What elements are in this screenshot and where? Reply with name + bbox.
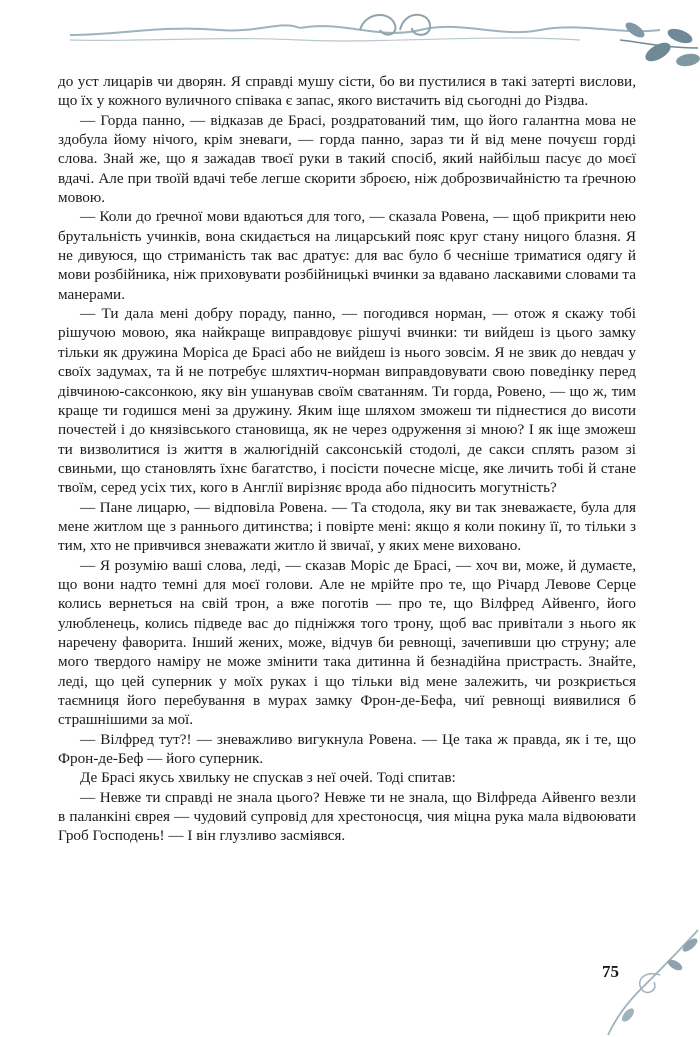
paragraph: — Пане лицарю, — відповіла Ровена. — Та стодола, яку ви так зневажаєте, була для мене житлом ще з раннього дитинства; і повірте мені: якщо я коли покину її, то тільки з тим, хто не привчився зневажати житло й звичаї, у яких мене виховано. <box>58 498 636 555</box>
paragraph: — Горда панно, — відказав де Брасі, роздратований тим, що його галантна мова не здобула йому нічого, крім зневаги, — горда панно, зараз ти й від мене почуєш горді слова. Знай же, що я зажадав твоєї руки в такий спосіб, який найбільш пасує до моєї вдачі. Але при твоїй вдачі тебе легше скорити зброєю, ніж доброзвичайністю та ґречною мовою. <box>58 111 636 207</box>
top-vine-ornament <box>60 0 700 70</box>
paragraph: до уст лицарів чи дворян. Я справді мушу сісти, бо ви пустилися в такі затерті вислови, що їх у кожного вуличного співака є запас, якого вистачить від сьогодні до Різдва. <box>58 73 636 110</box>
chapter-text <box>58 72 636 846</box>
paragraph: — Коли до ґречної мови вдаються для того, — сказала Ровена, — щоб прикрити нею брутальність учинків, вона скидається на лицарський пояс круг стану ницого блазня. Я не дивуюся, що стриманість так вас дратує: для вас було б чесніше триматися одягу й мови розбійника, ніж приховувати розбійницькі вчинки за вдавано ласкавими словами та манерами. <box>58 208 636 303</box>
paragraph: — Вілфред тут?! — зневажливо вигукнула Ровена. — Це така ж правда, як і те, що Фрон-де-Беф — його суперник. <box>58 730 636 768</box>
paragraph: — Невже ти справді не знала цього? Невже ти не знала, що Вілфреда Айвенго везли в паланкіні єврея — чудовий супровід для хрестоносця, чия міцна рука мала відвоювати Гроб Господень! — І він глузливо засміявся. <box>58 788 636 845</box>
paragraph: — Ти дала мені добру пораду, панно, — погодився норман, — отож я скажу тобі рішучою мовою, яка найкраще виправдовує рішучі вчинки: ти вийдеш із цього замку тільки як дружина Моріса де Брасі або не вийдеш із нього зовсім. Я не звик до невдач у своїх задумах, та й не потребує шляхтич-норман виправдовувати свою поведінку перед дівчиною-саксонкою, яку він ушанував своїм сватанням. Ти горда, Ровено, — що ж, тим краще ти годишся мені за дружину. Яким іще шляхом зможеш ти піднестися до висоти почестей і до князівського становища, як не через одруження зі мною? І як іще зможеш ти визволитися із життя в жалюгідній саксонській стодолі, де сакси сплять разом зі свиньми, що становлять їхнє багатство, і посісти почесне місце, яке личить тобі й стане твоїм, серед усіх тих, кого в Англії вирізняє врода або підносить могутність? <box>58 305 636 497</box>
paragraph: Де Брасі якусь хвильку не спускав з неї очей. Тоді спитав: <box>80 769 456 787</box>
paragraph: — Я розумію ваші слова, леді, — сказав Моріс де Брасі, — хоч ви, може, й думаєте, що вони надто темні для моєї голови. Але не мрійте про те, що Річард Левове Серце колись вернеться на свій трон, а вже поготів — про те, що Вілфред Айвенго, його улюбленець, колись підведе вас до підніжжя того трону, щоб вас привітали з нього як наречену фаворита. Інший жених, може, відчув би ревнощі, зачепивши цю струну; але мого твердого наміру не може змінити така дитинна й безнадійна пристрасть. Знайте, леді, що цей суперник у моїх руках і що тільки від мене залежить, чи розкриється таємниця його перебування в мурах замку Фрон-де-Бефа, чиї ревнощі виявилися б страшнішими за мої. <box>58 556 636 729</box>
bottom-vine-ornament <box>600 920 700 1037</box>
page-number: 75 <box>602 962 619 981</box>
